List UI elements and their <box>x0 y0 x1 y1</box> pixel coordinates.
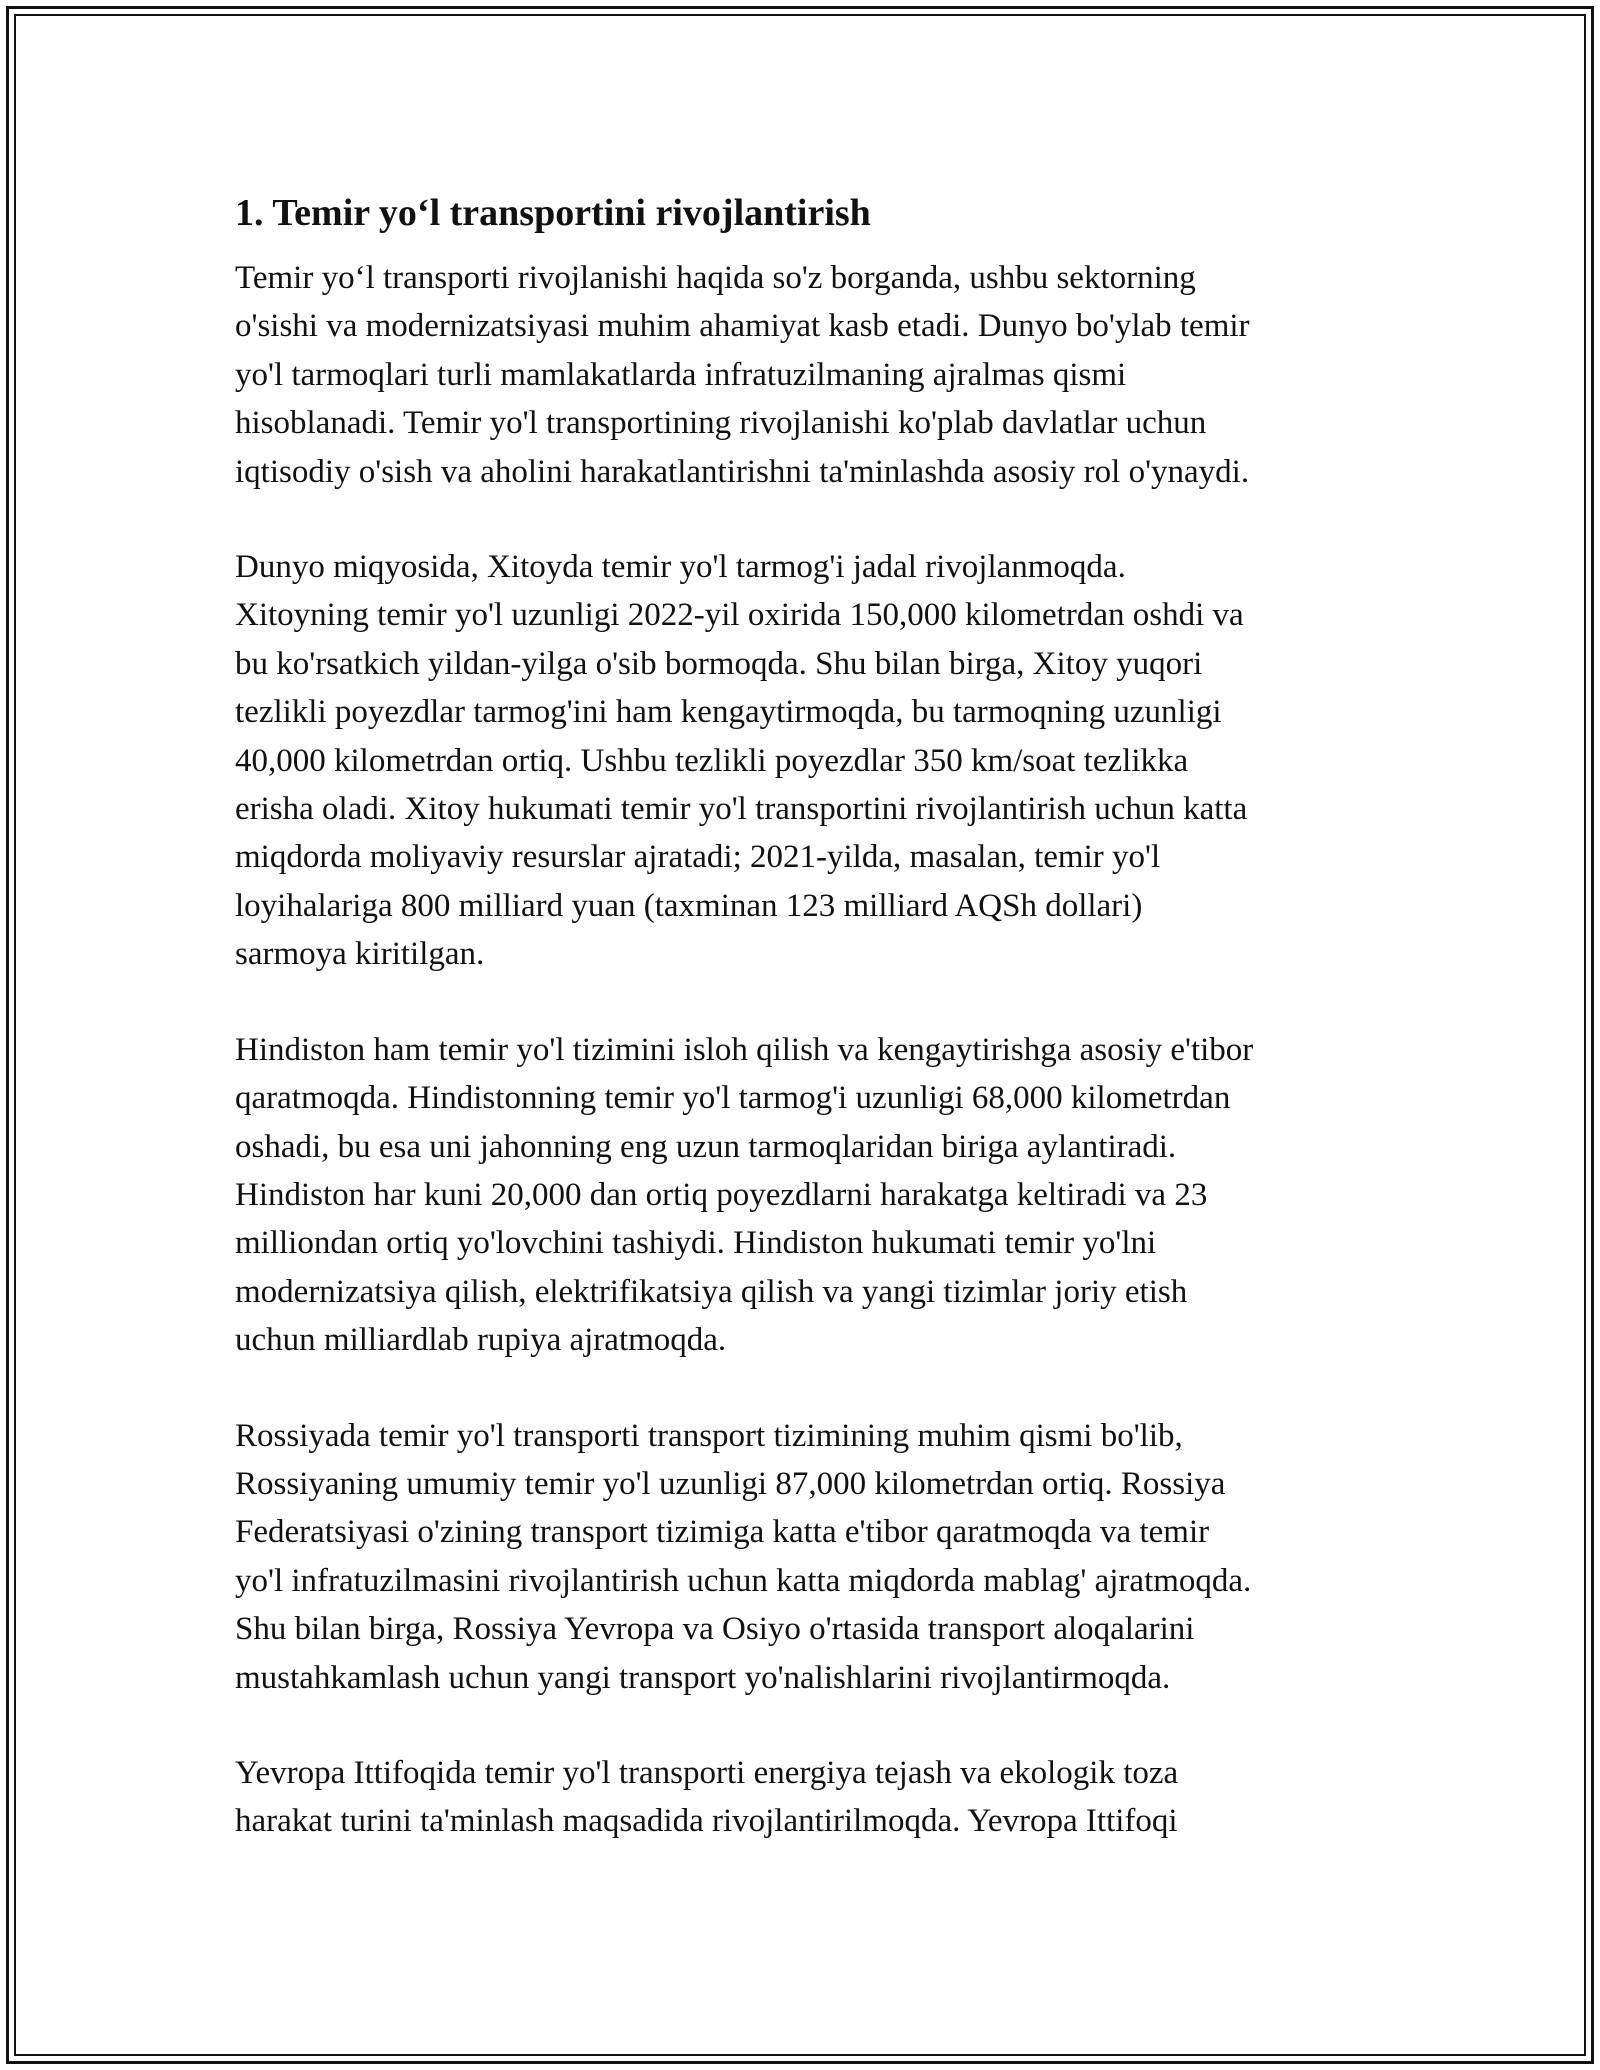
paragraph-eu <box>235 1749 1385 1846</box>
text-line: erisha oladi. Xitoy hukumati temir yo'l transportini rivojlantirish uchun katta <box>235 791 1248 828</box>
text-line: yo'l tarmoqlari turli mamlakatlarda infratuzilmaning ajralmas qismi <box>235 356 1127 393</box>
text-line: Dunyo miqyosida, Xitoyda temir yo'l tarmog'i jadal rivojlanmoqda. <box>235 549 1126 586</box>
text-line: oshadi, bu esa uni jahonning eng uzun tarmoqlaridan biriga aylantiradi. <box>235 1128 1177 1165</box>
text-line: Rossiyaning umumiy temir yo'l uzunligi 87,000 kilometrdan ortiq. Rossiya <box>235 1465 1226 1502</box>
paragraph-russia <box>235 1412 1385 1702</box>
text-line: uchun milliardlab rupiya ajratmoqda. <box>235 1322 727 1359</box>
text-line: modernizatsiya qilish, elektrifikatsiya qilish va yangi tizimlar joriy etish <box>235 1273 1188 1310</box>
document-content <box>235 188 1385 1893</box>
text-line: Xitoyning temir yo'l uzunligi 2022-yil oxirida 150,000 kilometrdan oshdi va <box>235 597 1244 634</box>
text-line: miqdorda moliyaviy resurslar ajratadi; 2021-yilda, masalan, temir yo'l <box>235 839 1161 876</box>
text-line: Hindiston ham temir yo'l tizimini isloh qilish va kengaytirishga asosiy e'tibor <box>235 1031 1254 1068</box>
text-line: Federatsiyasi o'zining transport tizimiga katta e'tibor qaratmoqda va temir <box>235 1514 1210 1551</box>
text-line: Rossiyada temir yo'l transporti transport tizimining muhim qismi bo'lib, <box>235 1417 1183 1454</box>
paragraph-china <box>235 543 1385 979</box>
paragraph-intro <box>235 254 1385 496</box>
text-line: Yevropa Ittifoqida temir yo'l transporti energiya tejash va ekologik toza <box>235 1754 1179 1791</box>
text-line: sarmoya kiritilgan. <box>235 936 485 973</box>
paragraph-india <box>235 1026 1385 1365</box>
text-line: bu ko'rsatkich yildan-yilga o'sib bormoqda. Shu bilan birga, Xitoy yuqori <box>235 645 1203 682</box>
text-line: milliondan ortiq yo'lovchini tashiydi. Hindiston hukumati temir yo'lni <box>235 1225 1157 1262</box>
text-line: 40,000 kilometrdan ortiq. Ushbu tezlikli poyezdlar 350 km/soat tezlikka <box>235 742 1189 779</box>
text-line: Shu bilan birga, Rossiya Yevropa va Osiyo o'rtasida transport aloqalarini <box>235 1611 1195 1648</box>
text-line: mustahkamlash uchun yangi transport yo'nalishlarini rivojlantirmoqda. <box>235 1659 1171 1696</box>
text-line: Temir yo‘l transporti rivojlanishi haqida so'z borganda, ushbu sektorning <box>235 260 1196 296</box>
text-line: qaratmoqda. Hindistonning temir yo'l tarmog'i uzunligi 68,000 kilometrdan <box>235 1080 1231 1117</box>
text-line: tezlikli poyezdlar tarmog'ini ham kengaytirmoqda, bu tarmoqning uzunligi <box>235 694 1222 731</box>
text-line: o'sishi va modernizatsiyasi muhim ahamiyat kasb etadi. Dunyo bo'ylab temir <box>235 308 1250 345</box>
text-line: hisoblanadi. Temir yo'l transportining rivojlanishi ko'plab davlatlar uchun <box>235 405 1207 442</box>
text-line: iqtisodiy o'sish va aholini harakatlantirishni ta'minlashda asosiy rol o'ynaydi. <box>235 453 1250 490</box>
section-title: 1. Temir yo‘l transportini rivojlantirish <box>235 192 871 234</box>
text-line: Hindiston har kuni 20,000 dan ortiq poyezdlarni harakatga keltiradi va 23 <box>235 1176 1208 1213</box>
text-line: yo'l infratuzilmasini rivojlantirish uchun katta miqdorda mablag' ajratmoqda. <box>235 1562 1252 1599</box>
text-line: loyihalariga 800 milliard yuan (taxminan 123 milliard AQSh dollari) <box>235 887 1143 924</box>
text-line: harakat turini ta'minlash maqsadida rivojlantirilmoqda. Yevropa Ittifoqi <box>235 1803 1178 1840</box>
